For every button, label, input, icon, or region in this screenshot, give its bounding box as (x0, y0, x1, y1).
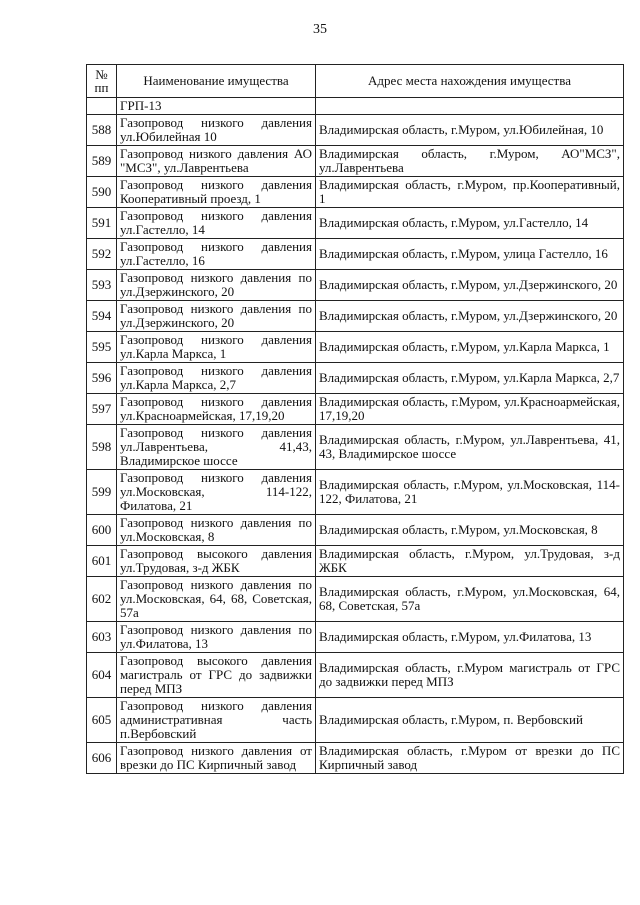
table-row (87, 115, 624, 146)
row-name: Газопровод низкого давления по ул.Московская, 64, 68, Советская, 57а (117, 577, 316, 622)
row-address: Владимирская область, г.Муром, ул.Карла Маркса, 1 (316, 332, 624, 363)
row-number: 596 (87, 363, 117, 394)
header-number: № пп (87, 65, 117, 98)
table-row (87, 698, 624, 743)
table-row (87, 394, 624, 425)
table-row (87, 146, 624, 177)
row-address: Владимирская область, г.Муром, ул.Дзержинского, 20 (316, 301, 624, 332)
table-row (87, 622, 624, 653)
table-row (87, 515, 624, 546)
row-name: Газопровод низкого давления ул.Лаврентьева, 41,43, Владимирское шоссе (117, 425, 316, 470)
row-name: Газопровод низкого давления ул.Гастелло, 16 (117, 239, 316, 270)
table-row (87, 270, 624, 301)
row-address: Владимирская область, г.Муром, ул.Гастелло, 14 (316, 208, 624, 239)
table-row (87, 363, 624, 394)
table-row (87, 425, 624, 470)
group-address-cell (316, 98, 624, 115)
row-number: 602 (87, 577, 117, 622)
row-number: 592 (87, 239, 117, 270)
table-row (87, 653, 624, 698)
row-name: Газопровод низкого давления АО "МСЗ", ул.Лаврентьева (117, 146, 316, 177)
row-address: Владимирская область, г.Муром, ул.Трудовая, з-д ЖБК (316, 546, 624, 577)
table-row (87, 239, 624, 270)
page-number: 35 (313, 22, 327, 37)
row-address: Владимирская область, г.Муром, п. Вербовский (316, 698, 624, 743)
row-number: 600 (87, 515, 117, 546)
row-address: Владимирская область, г.Муром, ул.Дзержинского, 20 (316, 270, 624, 301)
row-name: Газопровод низкого давления ул.Красноармейская, 17,19,20 (117, 394, 316, 425)
row-name: Газопровод низкого давления по ул.Дзержинского, 20 (117, 301, 316, 332)
row-number: 599 (87, 470, 117, 515)
row-number: 590 (87, 177, 117, 208)
group-row (87, 98, 624, 115)
group-number-cell (87, 98, 117, 115)
row-number: 603 (87, 622, 117, 653)
row-name: Газопровод низкого давления ул.Московская, 114-122, Филатова, 21 (117, 470, 316, 515)
table-row (87, 546, 624, 577)
row-name: Газопровод низкого давления ул.Карла Маркса, 1 (117, 332, 316, 363)
row-name: Газопровод низкого давления административная часть п.Вербовский (117, 698, 316, 743)
row-number: 595 (87, 332, 117, 363)
row-address: Владимирская область, г.Муром, ул.Красноармейская, 17,19,20 (316, 394, 624, 425)
row-number: 606 (87, 743, 117, 774)
row-number: 601 (87, 546, 117, 577)
row-number: 588 (87, 115, 117, 146)
row-name: Газопровод низкого давления от врезки до ПС Кирпичный завод (117, 743, 316, 774)
table-row (87, 332, 624, 363)
row-number: 593 (87, 270, 117, 301)
row-number: 597 (87, 394, 117, 425)
row-address: Владимирская область, г.Муром, ул.Юбилейная, 10 (316, 115, 624, 146)
table-row (87, 177, 624, 208)
row-number: 604 (87, 653, 117, 698)
row-number: 598 (87, 425, 117, 470)
row-name: Газопровод низкого давления ул.Юбилейная 10 (117, 115, 316, 146)
table-row (87, 301, 624, 332)
header-address: Адрес места нахождения имущества (316, 65, 624, 98)
row-name: Газопровод низкого давления по ул.Московская, 8 (117, 515, 316, 546)
table-row (87, 470, 624, 515)
row-number: 589 (87, 146, 117, 177)
group-label: ГРП-13 (117, 98, 316, 115)
row-number: 605 (87, 698, 117, 743)
header-name: Наименование имущества (117, 65, 316, 98)
row-name: Газопровод низкого давления по ул.Дзержинского, 20 (117, 270, 316, 301)
row-address: Владимирская область, г.Муром, ул.Московская, 114-122, Филатова, 21 (316, 470, 624, 515)
row-address: Владимирская область, г.Муром от врезки до ПС Кирпичный завод (316, 743, 624, 774)
row-address: Владимирская область, г.Муром, ул.Лаврентьева, 41, 43, Владимирское шоссе (316, 425, 624, 470)
row-address: Владимирская область, г.Муром магистраль от ГРС до задвижки перед МПЗ (316, 653, 624, 698)
row-number: 591 (87, 208, 117, 239)
row-address: Владимирская область, г.Муром, пр.Кооперативный, 1 (316, 177, 624, 208)
row-name: Газопровод низкого давления ул.Карла Маркса, 2,7 (117, 363, 316, 394)
row-address: Владимирская область, г.Муром, улица Гастелло, 16 (316, 239, 624, 270)
table-header-row (87, 65, 624, 98)
row-number: 594 (87, 301, 117, 332)
row-name: Газопровод низкого давления по ул.Филатова, 13 (117, 622, 316, 653)
row-name: Газопровод высокого давления ул.Трудовая, з-д ЖБК (117, 546, 316, 577)
property-table (86, 64, 624, 774)
table-row (87, 743, 624, 774)
row-address: Владимирская область, г.Муром, ул.Карла Маркса, 2,7 (316, 363, 624, 394)
row-address: Владимирская область, г.Муром, АО"МСЗ", ул.Лаврентьева (316, 146, 624, 177)
row-name: Газопровод низкого давления Кооперативный проезд, 1 (117, 177, 316, 208)
table-row (87, 577, 624, 622)
table-row (87, 208, 624, 239)
row-address: Владимирская область, г.Муром, ул.Московская, 8 (316, 515, 624, 546)
row-address: Владимирская область, г.Муром, ул.Филатова, 13 (316, 622, 624, 653)
row-name: Газопровод низкого давления ул.Гастелло, 14 (117, 208, 316, 239)
row-name: Газопровод высокого давления магистраль от ГРС до задвижки перед МПЗ (117, 653, 316, 698)
row-address: Владимирская область, г.Муром, ул.Московская, 64, 68, Советская, 57а (316, 577, 624, 622)
